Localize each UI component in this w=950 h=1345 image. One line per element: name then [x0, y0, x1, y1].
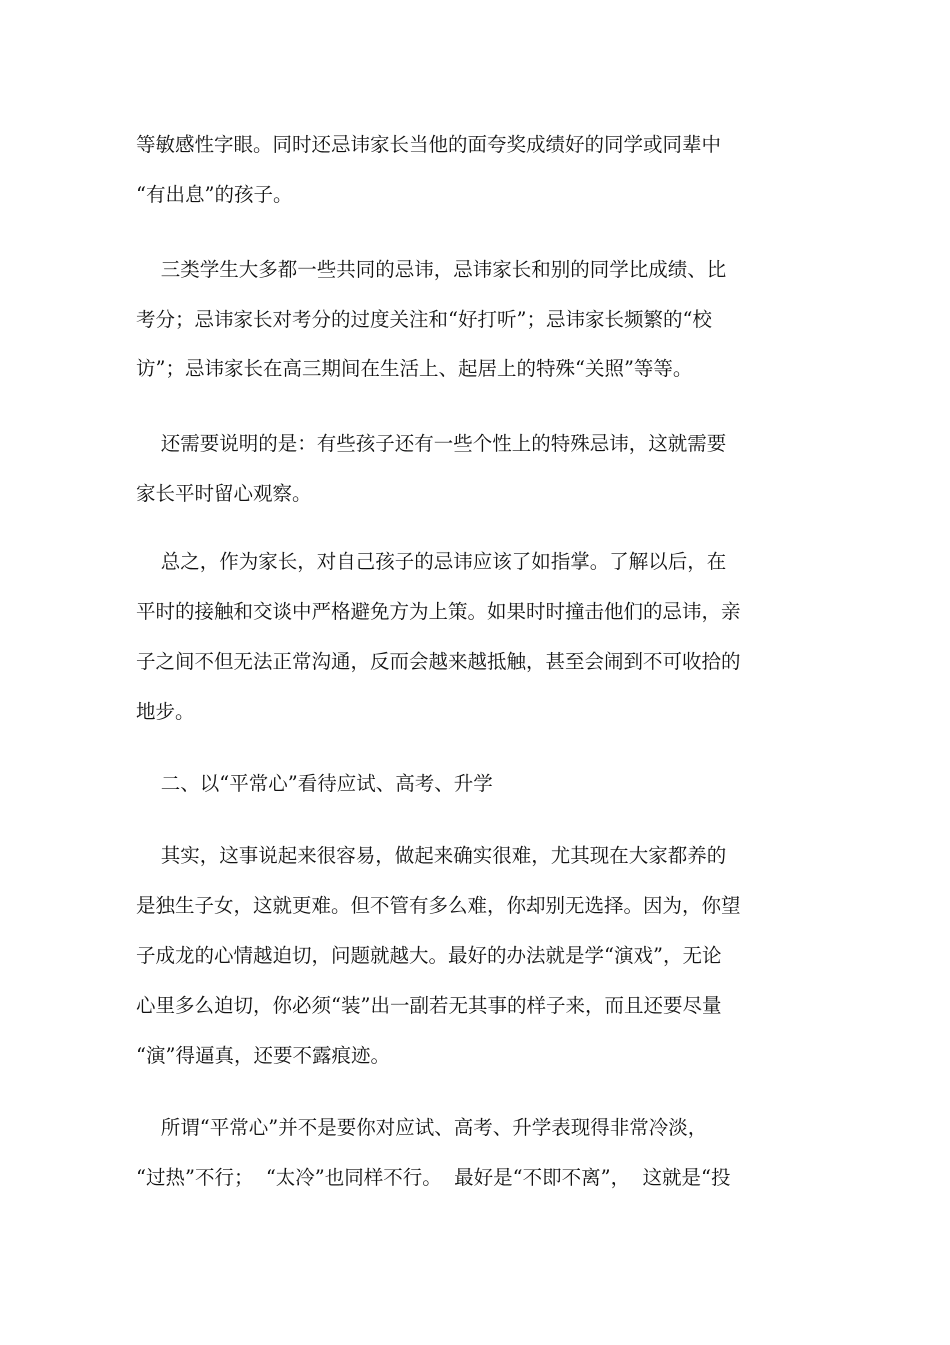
- text-line: 还需要说明的是：有些孩子还有一些个性上的特殊忌讳，这就需要: [136, 432, 727, 455]
- text-line: 三类学生大多都一些共同的忌讳，忌讳家长和别的同学比成绩、比: [136, 258, 727, 281]
- text-line: 地步。: [136, 700, 195, 723]
- text-line: 心里多么迫切，你必须“装”出一副若无其事的样子来，而且还要尽量: [136, 994, 722, 1017]
- section-heading: 二、以“平常心”看待应试、高考、升学: [136, 772, 493, 795]
- text-line: 是独生子女，这就更难。但不管有多么难，你却别无选择。因为，你望: [136, 894, 741, 917]
- text-line: “演”得逼真，还要不露痕迹。: [136, 1044, 390, 1067]
- text-line: 所谓“平常心”并不是要你对应试、高考、升学表现得非常冷淡，: [136, 1116, 708, 1139]
- text-line: “有出息”的孩子。: [136, 183, 293, 206]
- text-line: 平时的接触和交谈中严格避免方为上策。如果时时撞击他们的忌讳，亲: [136, 600, 741, 623]
- text-line: “过热”不行； “太冷”也同样不行。 最好是“不即不离”， 这就是“投: [136, 1166, 731, 1189]
- text-line: 子之间不但无法正常沟通，反而会越来越抵触，甚至会闹到不可收拾的: [136, 650, 741, 673]
- text-line: 子成龙的心情越迫切，问题就越大。最好的办法就是学“演戏”，无论: [136, 944, 722, 967]
- text-line: 访”；忌讳家长在高三期间在生活上、起居上的特殊“关照”等等。: [136, 357, 693, 380]
- text-line: 家长平时留心观察。: [136, 482, 312, 505]
- text-line: 等敏感性字眼。同时还忌讳家长当他的面夸奖成绩好的同学或同辈中: [136, 133, 722, 156]
- text-line: 其实，这事说起来很容易，做起来确实很难，尤其现在大家都养的: [136, 844, 727, 867]
- text-line: 考分；忌讳家长对考分的过度关注和“好打听”；忌讳家长频繁的“校: [136, 308, 712, 331]
- text-line: 总之，作为家长，对自己孩子的忌讳应该了如指掌。了解以后，在: [136, 550, 727, 573]
